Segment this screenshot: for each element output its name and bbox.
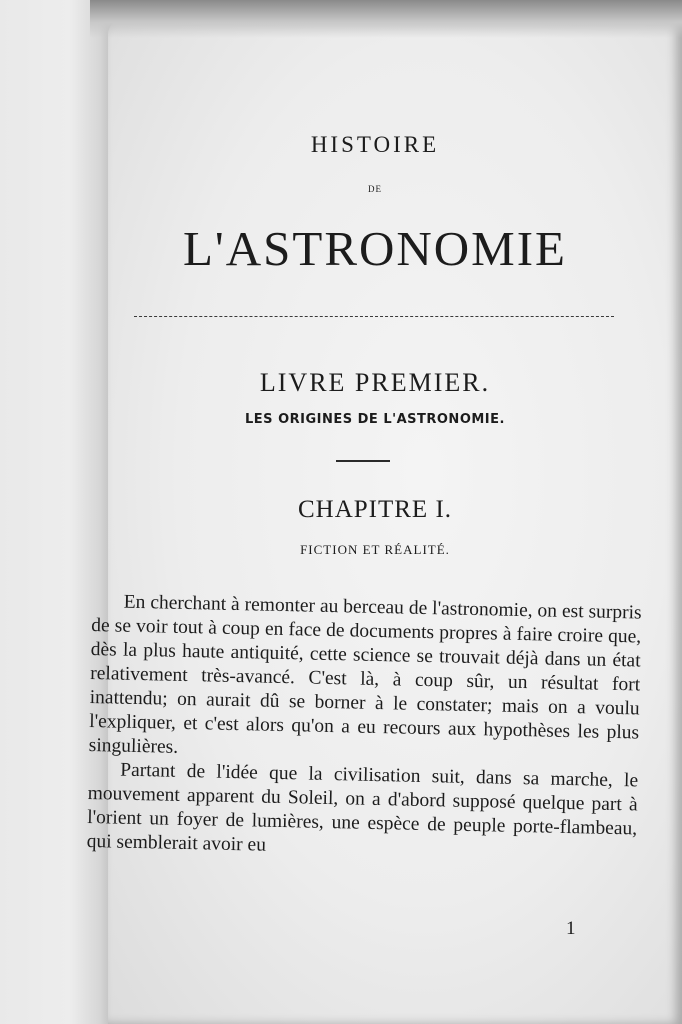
title-de: DE bbox=[368, 184, 382, 194]
top-shadow bbox=[90, 0, 682, 38]
book-heading: LIVRE PREMIER. bbox=[259, 368, 491, 397]
title-histoire: HISTOIRE bbox=[310, 132, 440, 157]
book-subheading: LES ORIGINES DE L'ASTRONOMIE. bbox=[245, 412, 505, 427]
section-rule bbox=[336, 460, 390, 462]
chapter-heading: CHAPITRE I. bbox=[297, 496, 453, 523]
title-rule bbox=[134, 316, 614, 317]
body-text bbox=[86, 590, 641, 865]
chapter-subheading: FICTION ET RÉALITÉ. bbox=[300, 542, 450, 557]
page-number: 1 bbox=[566, 918, 576, 939]
paragraph-1: En cherchant à remonter au berceau de l'astronomie, on est surpris de se voir tout à coup en face de documents propres à faire croire que, dès la plus haute antiquité, cette science se trouvait déjà dans un état relativement très-avancé. C'est là, à coup sûr, un résultat fort inattendu; on aurait dû se borner à le constater; mais on a voulu l'expliquer, et c'est alors qu'on a eu recours aux hypothèses les plus singulières. bbox=[88, 591, 642, 758]
title-astronomie: L'ASTRONOMIE bbox=[183, 221, 567, 276]
paragraph-2: Partant de l'idée que la civilisation suit, dans sa marche, le mouvement apparent du Soleil, on a d'abord supposé quelque part à l'orient un foyer de lumières, une espèce de peuple porte-flambeau, qui semblerait avoir eu bbox=[86, 759, 639, 856]
